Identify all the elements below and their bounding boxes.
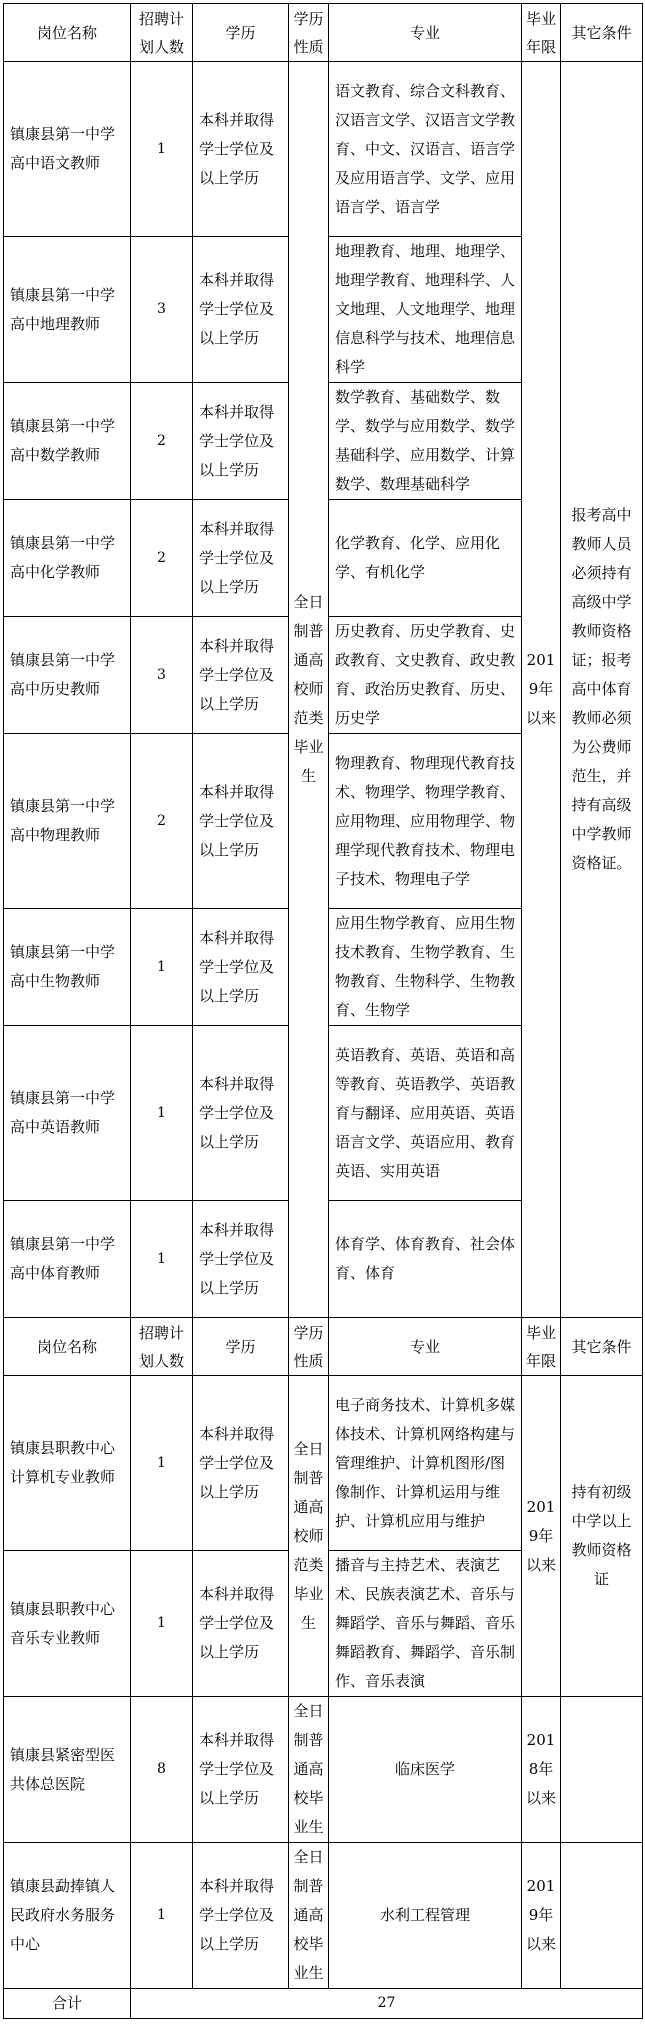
edu-cell: 本科并取得学士学位及以上学历 xyxy=(193,62,289,237)
post-cell: 镇康县职教中心计算机专业教师 xyxy=(4,1376,131,1551)
edu-cell: 本科并取得学士学位及以上学历 xyxy=(193,1843,289,1989)
edu-nature-merged-cell: 全日制普通高校师范类毕业生 xyxy=(289,1376,329,1697)
major-cell: 历史教育、历史学教育、史政教育、文史教育、政史教育、政治历史教育、历史、历史学 xyxy=(329,617,522,734)
header-quota: 招聘计划人数 xyxy=(131,4,193,62)
major-cell: 播音与主持艺术、表演艺术、民族表演艺术、音乐与舞蹈学、音乐与舞蹈、音乐舞蹈教育、舞蹈学、音乐制作、音乐表演 xyxy=(329,1551,522,1697)
post-cell: 镇康县第一中学高中数学教师 xyxy=(4,383,131,500)
quota-cell: 1 xyxy=(131,909,193,1026)
header-other: 其它条件 xyxy=(561,1318,643,1376)
major-cell: 语文教育、综合文科教育、汉语言文学、汉语言文学教育、中文、汉语言、语言学及应用语言学、文学、应用语言学、语言学 xyxy=(329,62,522,237)
post-cell: 镇康县第一中学高中体育教师 xyxy=(4,1201,131,1318)
quota-cell: 1 xyxy=(131,1026,193,1201)
other-merged-cell: 持有初级中学以上教师资格证 xyxy=(561,1376,643,1697)
major-cell: 英语教育、英语、英语和高等教育、英语教学、英语教育与翻译、应用英语、英语语言文学、英语应用、教育英语、实用英语 xyxy=(329,1026,522,1201)
major-cell: 体育学、体育教育、社会体育、体育 xyxy=(329,1201,522,1318)
header-grad: 毕业年限 xyxy=(522,4,561,62)
quota-cell: 2 xyxy=(131,500,193,617)
post-cell: 镇康县第一中学高中生物教师 xyxy=(4,909,131,1026)
major-cell: 电子商务技术、计算机多媒体技术、计算机网络构建与管理维护、计算机图形/图像制作、计算机运用与维护、计算机应用与维护 xyxy=(329,1376,522,1551)
major-cell: 物理教育、物理现代教育技术、物理学、物理学教育、应用物理、应用物理学、物理学现代教育技术、物理电子技术、物理电子学 xyxy=(329,734,522,909)
header-major: 专业 xyxy=(329,4,522,62)
grad-merged-cell: 2019年以来 xyxy=(522,1376,561,1697)
edu-cell: 本科并取得学士学位及以上学历 xyxy=(193,909,289,1026)
post-cell: 镇康县勐捧镇人民政府水务服务中心 xyxy=(4,1843,131,1989)
header-major: 专业 xyxy=(329,1318,522,1376)
total-value: 27 xyxy=(131,1989,643,2019)
post-cell: 镇康县第一中学高中物理教师 xyxy=(4,734,131,909)
post-cell: 镇康县第一中学高中化学教师 xyxy=(4,500,131,617)
edu-cell: 本科并取得学士学位及以上学历 xyxy=(193,1201,289,1318)
edu-nature-cell: 全日制普通高校毕业生 xyxy=(289,1843,329,1989)
quota-cell: 1 xyxy=(131,62,193,237)
quota-cell: 1 xyxy=(131,1551,193,1697)
quota-cell: 1 xyxy=(131,1201,193,1318)
edu-cell: 本科并取得学士学位及以上学历 xyxy=(193,1697,289,1843)
table-row xyxy=(4,62,643,237)
quota-cell: 1 xyxy=(131,1376,193,1551)
table-row xyxy=(4,1697,643,1843)
header-grad: 毕业年限 xyxy=(522,1318,561,1376)
table-header-row xyxy=(4,1318,643,1376)
header-other: 其它条件 xyxy=(561,4,643,62)
header-edu: 学历 xyxy=(193,1318,289,1376)
table-header-row xyxy=(4,4,643,62)
quota-cell: 2 xyxy=(131,383,193,500)
edu-nature-cell: 全日制普通高校毕业生 xyxy=(289,1697,329,1843)
post-cell: 镇康县职教中心音乐专业教师 xyxy=(4,1551,131,1697)
edu-cell: 本科并取得学士学位及以上学历 xyxy=(193,383,289,500)
edu-cell: 本科并取得学士学位及以上学历 xyxy=(193,1376,289,1551)
edu-nature-merged-cell: 全日制普通高校师范类毕业生 xyxy=(289,62,329,1318)
edu-cell: 本科并取得学士学位及以上学历 xyxy=(193,1551,289,1697)
quota-cell: 3 xyxy=(131,617,193,734)
header-edu-nature: 学历性质 xyxy=(289,1318,329,1376)
total-row xyxy=(4,1989,643,2019)
table-row xyxy=(4,1376,643,1551)
edu-cell: 本科并取得学士学位及以上学历 xyxy=(193,617,289,734)
quota-cell: 3 xyxy=(131,237,193,383)
header-quota: 招聘计划人数 xyxy=(131,1318,193,1376)
edu-cell: 本科并取得学士学位及以上学历 xyxy=(193,734,289,909)
major-cell: 应用生物学教育、应用生物技术教育、生物学教育、生物教育、生物科学、生物教育、生物学 xyxy=(329,909,522,1026)
quota-cell: 8 xyxy=(131,1697,193,1843)
major-cell: 化学教育、化学、应用化学、有机化学 xyxy=(329,500,522,617)
major-cell: 数学教育、基础数学、数学、数学与应用数学、数学基础科学、应用数学、计算数学、数理基础科学 xyxy=(329,383,522,500)
major-cell: 地理教育、地理、地理学、地理学教育、地理科学、人文地理、人文地理学、地理信息科学与技术、地理信息科学 xyxy=(329,237,522,383)
post-cell: 镇康县第一中学高中语文教师 xyxy=(4,62,131,237)
post-cell: 镇康县第一中学高中地理教师 xyxy=(4,237,131,383)
grad-merged-cell: 2019年以来 xyxy=(522,62,561,1318)
major-cell: 临床医学 xyxy=(329,1697,522,1843)
quota-cell: 1 xyxy=(131,1843,193,1989)
edu-cell: 本科并取得学士学位及以上学历 xyxy=(193,1026,289,1201)
edu-cell: 本科并取得学士学位及以上学历 xyxy=(193,237,289,383)
header-edu-nature: 学历性质 xyxy=(289,4,329,62)
major-cell: 水利工程管理 xyxy=(329,1843,522,1989)
edu-cell: 本科并取得学士学位及以上学历 xyxy=(193,500,289,617)
post-cell: 镇康县紧密型医共体总医院 xyxy=(4,1697,131,1843)
quota-cell: 2 xyxy=(131,734,193,909)
total-label: 合计 xyxy=(4,1989,131,2019)
other-merged-cell: 报考高中教师人员必须持有高级中学教师资格证；报考高中体育教师必须为公费师范生，并持有高级中学教师资格证。 xyxy=(561,62,643,1318)
header-post: 岗位名称 xyxy=(4,4,131,62)
other-cell xyxy=(561,1843,643,1989)
post-cell: 镇康县第一中学高中英语教师 xyxy=(4,1026,131,1201)
grad-cell: 2019年以来 xyxy=(522,1843,561,1989)
recruitment-table xyxy=(3,3,643,2019)
other-cell xyxy=(561,1697,643,1843)
table-row xyxy=(4,1843,643,1989)
grad-cell: 2018年以来 xyxy=(522,1697,561,1843)
header-post: 岗位名称 xyxy=(4,1318,131,1376)
post-cell: 镇康县第一中学高中历史教师 xyxy=(4,617,131,734)
header-edu: 学历 xyxy=(193,4,289,62)
